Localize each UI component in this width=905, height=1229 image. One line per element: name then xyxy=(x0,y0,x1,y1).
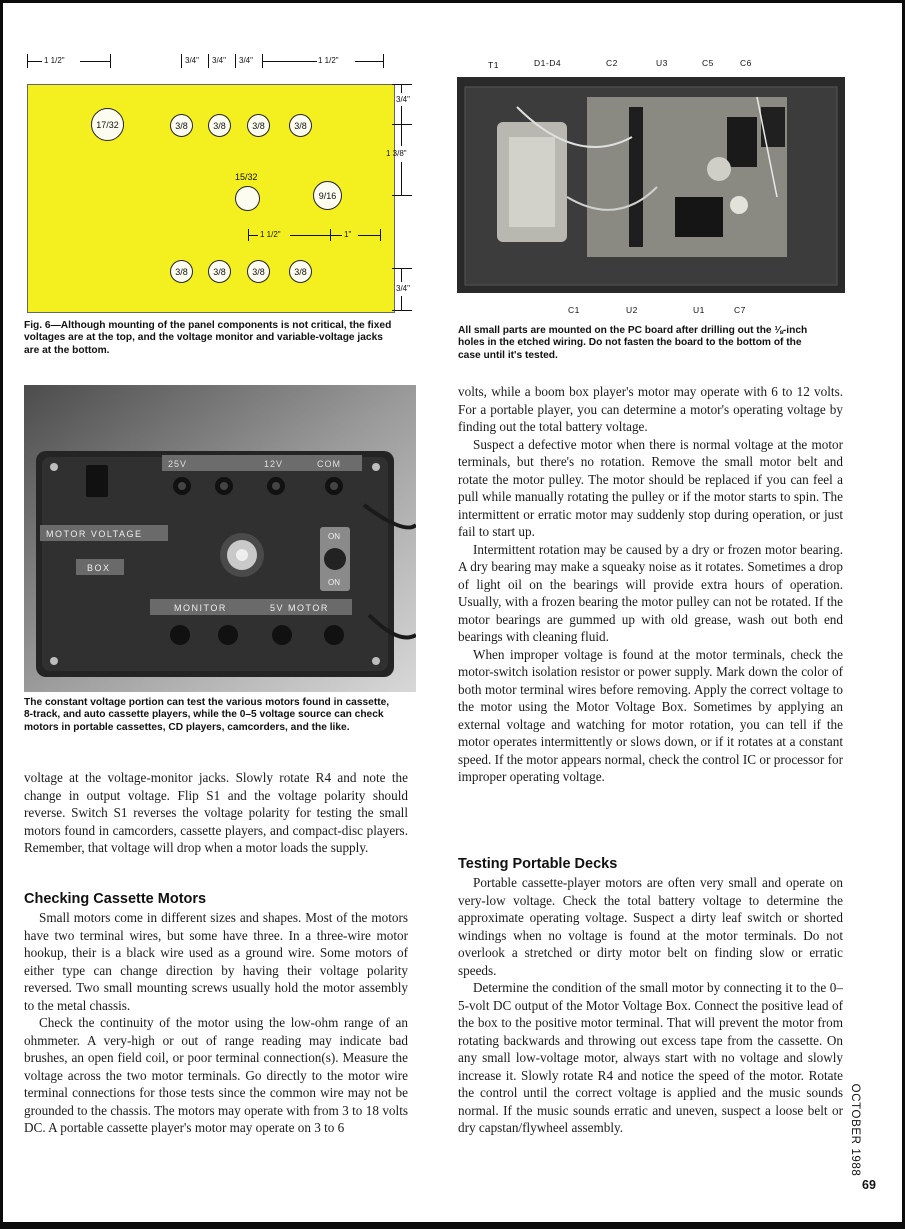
right-paragraph-4: When improper voltage is found at the motor terminals, check the motor-switch isolation resistor or power supply. Mark down the color of both motor terminal wires before removing. Apply the correct voltage to the motor using the Motor Voltage Box. Sometimes by applying an external voltage and watching for motor rotation, you can tell if the motor operates intermittently or slows down, or if it rotates at a constant speed. If the motor appears normal, check the control IC or processor for improper operating voltage. xyxy=(458,646,843,784)
dim-top-1: 1 1/2" xyxy=(44,56,65,65)
dim-top-5: 1 1/2" xyxy=(318,56,339,65)
box-label-box: BOX xyxy=(87,563,111,573)
hole-top-2: 3/8 xyxy=(208,114,231,137)
hole-bottom-2: 3/8 xyxy=(208,260,231,283)
label-u1: U1 xyxy=(693,305,705,315)
label-u3: U3 xyxy=(656,58,668,68)
panel-drawing xyxy=(27,84,395,313)
hole-bottom-3: 3/8 xyxy=(247,260,270,283)
left-paragraph-2: Small motors come in different sizes and shapes. Most of the motors have two terminal wires, but some have three. In a three-wire motor hookup, their is a black wire used as a ground wire. Some motors of either type can change direction by having their voltage polarity reversed. Two small mounting screws usually hold the motor assembly to the metal chassis. xyxy=(24,910,408,1013)
hole-center-label: 15/32 xyxy=(235,172,258,182)
box-label-5v-motor: 5V MOTOR xyxy=(270,603,329,613)
hole-top-4: 3/8 xyxy=(289,114,312,137)
dim-right-1: 3/4" xyxy=(396,95,410,104)
right-paragraph-3: Intermittent rotation may be caused by a dry or frozen motor bearing. A dry bearing may make a squeaky noise as it rotates. Sometimes a drop of light oil on the bearings will provide extra hours of operation. Usually, with a frozen bearing the motor pulley can not be rotated. If the motor bearings are gummed up with old grease, wash out both end bearings with cleaning fluid. xyxy=(458,541,843,644)
box-photo-drawing xyxy=(24,385,416,692)
hole-bottom-4: 3/8 xyxy=(289,260,312,283)
issue-date xyxy=(845,1070,865,1190)
right-column-top xyxy=(458,383,843,786)
board-caption: All small parts are mounted on the PC board after drilling out the ⅛-inch holes in the etched wiring. Do not fasten the board to the bottom of the case until it's tested. xyxy=(458,325,808,361)
label-u2: U2 xyxy=(626,305,638,315)
heading-checking-cassette-motors: Checking Cassette Motors xyxy=(24,891,207,907)
hole-top-1: 3/8 xyxy=(170,114,193,137)
dim-mid-1: 1 1/2" xyxy=(260,230,281,239)
box-label-com: COM xyxy=(317,459,341,469)
left-column-top xyxy=(24,769,408,857)
label-d1-d4: D1-D4 xyxy=(534,58,562,68)
left-paragraph-1: voltage at the voltage-monitor jacks. Slowly rotate R4 and note the change in output voltage. Flip S1 and the voltage polarity should reverse. Switch S1 reverses the voltage polarity for testing the small motors found in camcorders, cassette players, and compact-disc players. Remember, that voltage will drop when a motor loads the supply. xyxy=(24,770,408,855)
dim-mid-2: 1" xyxy=(344,230,352,239)
board-photo xyxy=(457,77,845,293)
box-label-25v: 25V xyxy=(168,459,188,469)
hole-right: 9/16 xyxy=(313,181,342,210)
right-paragraph-6: Determine the condition of the small motor by connecting it to the 0–5-volt DC output of the Motor Voltage Box. Connect the positive lead of the box to the positive motor terminal. That will prevent the motor from rotating backwards and throwing out excess tape from the cassette. On any small low-voltage motor, always start with no voltage and slowly increase it. Slowly rotate R4 and notice the speed of the motor. Rotate the control until the correct voltage is applied and the music sounds normal. If the music sounds erratic and uneven, suspect a loose belt or dry capstan/flywheel assembly. xyxy=(458,980,843,1135)
box-label-on-top: ON xyxy=(328,532,340,541)
scan-border-left xyxy=(0,0,3,1229)
label-c6: C6 xyxy=(740,58,752,68)
hole-left: 17/32 xyxy=(91,108,124,141)
box-photo xyxy=(24,385,416,692)
label-t1: T1 xyxy=(488,60,499,70)
right-paragraph-2: Suspect a defective motor when there is normal voltage at the motor terminals, but there's no rotation. Remove the small motor belt and rotate the motor pulley. The motor should be replaced if you can feel a pull while manually rotating the pulley or if the motor starts to spin. The intermittent or erratic motor may suddenly stop during operation, or just fail to start up. xyxy=(458,436,843,539)
label-c5: C5 xyxy=(702,58,714,68)
scan-border-top xyxy=(0,0,905,3)
label-c2: C2 xyxy=(606,58,618,68)
label-c7: C7 xyxy=(734,305,746,315)
board-photo-drawing xyxy=(457,77,845,293)
box-label-monitor: MONITOR xyxy=(174,603,227,613)
left-column-bottom xyxy=(24,909,408,1137)
figure-6-caption: Fig. 6—Although mounting of the panel components is not critical, the fixed voltages are at the top, and the voltage monitor and variable-voltage jacks are at the bottom. xyxy=(24,320,392,356)
hole-bottom-1: 3/8 xyxy=(170,260,193,283)
hole-center xyxy=(235,186,260,211)
label-c1: C1 xyxy=(568,305,580,315)
box-caption: The constant voltage portion can test the various motors found in cassette, 8-track, and auto cassette players, while the 0–5 voltage source can check motors in portable cassettes, CD players, camcorders, and the like. xyxy=(24,697,390,733)
scan-border-bottom xyxy=(0,1222,905,1229)
dim-top-4: 3/4" xyxy=(239,56,253,65)
page-number: 69 xyxy=(862,1178,876,1192)
hole-top-3: 3/8 xyxy=(247,114,270,137)
right-column-bottom xyxy=(458,874,843,1137)
dim-top-3: 3/4" xyxy=(212,56,226,65)
dim-top-2: 3/4" xyxy=(185,56,199,65)
dim-right-2: 1 3/8" xyxy=(386,149,407,158)
left-paragraph-3: Check the continuity of the motor using the low-ohm range of an ohmmeter. A very-high or out of range reading may indicate bad brushes, an open field coil, or poor terminal connection(s). Measure the voltage across the two motor terminals. Go directly to the motor wire terminal connections for those tests since the common wire may not be grounded to the chassis. The motors may operate with from 3 to 18 volts DC. A portable cassette player's motor may operate on 3 to 6 xyxy=(24,1015,408,1135)
box-label-motor-voltage: MOTOR VOLTAGE xyxy=(46,529,143,539)
issue-date-text: OCTOBER 1988 xyxy=(849,1083,861,1177)
heading-testing-portable-decks: Testing Portable Decks xyxy=(458,856,618,872)
box-label-12v: 12V xyxy=(264,459,284,469)
dim-right-3: 3/4" xyxy=(396,284,410,293)
box-label-on-bottom: ON xyxy=(328,578,340,587)
right-paragraph-5: Portable cassette-player motors are often very small and operate on very-low voltage. Check the total battery voltage to determine the approximate operating voltage. Suspect a dirty leaf switch or shorted windings when no voltage is found at the motor terminals. Do not overlook a stretched or dirty motor belt on finding slow or erratic speeds. xyxy=(458,875,843,978)
right-paragraph-1: volts, while a boom box player's motor may operate with 6 to 12 volts. For a portable player, you can determine a motor's operating voltage by finding out the total battery voltage. xyxy=(458,384,843,434)
